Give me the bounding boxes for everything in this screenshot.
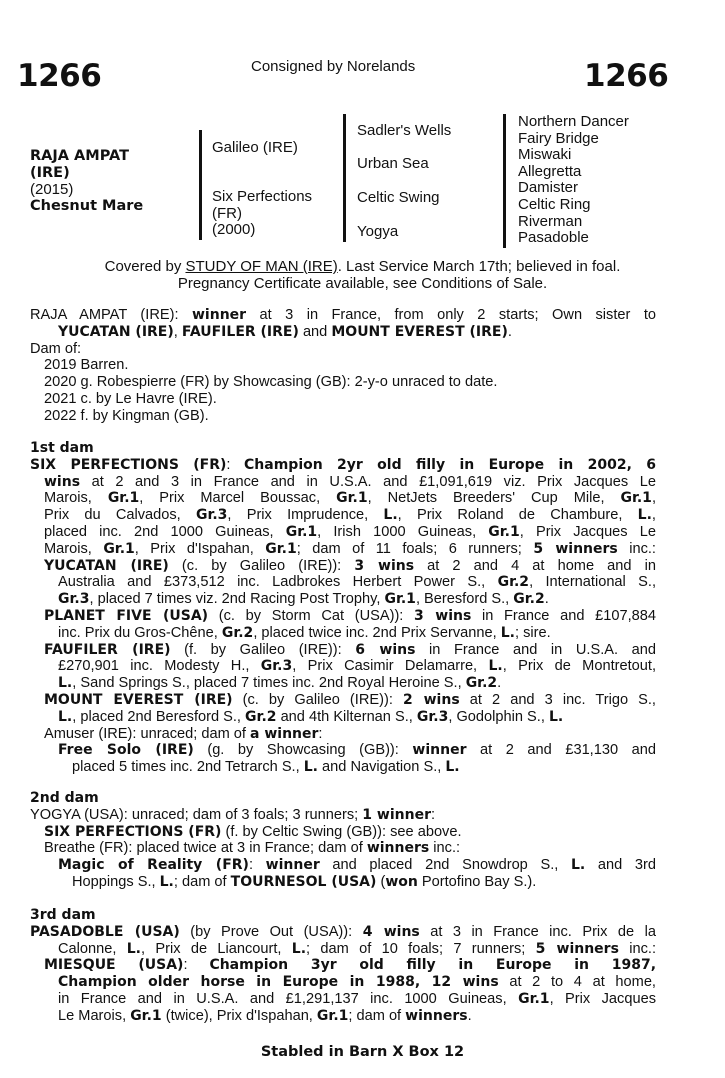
pedigree-dam-year: (2000): [212, 221, 256, 239]
second-dam-heading: 2nd dam: [30, 790, 99, 806]
miesque-line-4: Le Marois, Gr.1 (twice), Prix d'Ispahan, Gr.1; dam of winners.: [58, 1007, 472, 1024]
first-dam-line-6: Marois, Gr.1, Prix d'Ispahan, Gr.1; dam of 11 foals; 6 runners; 5 winners inc.:: [44, 540, 656, 557]
third-dam-section: [30, 907, 656, 1025]
pedigree-gen2-1: Sadler's Wells: [357, 122, 452, 139]
free-solo-line-2: placed 5 times inc. 2nd Tetrarch S., L. and Navigation S., L.: [72, 759, 460, 776]
stabling-footer: Stabled in Barn X Box 12: [260, 1044, 465, 1060]
produce-2022: 2022 f. by Kingman (GB).: [44, 407, 209, 424]
free-solo-line-1: Free Solo (IRE) (g. by Showcasing (GB)): winner at 2 and £31,130 and: [58, 742, 656, 759]
covered-line-2: Pregnancy Certificate available, see Conditions of Sale.: [177, 275, 548, 292]
planet-five-line-2: inc. Prix du Gros-Chêne, Gr.2, placed twice inc. 2nd Prix Servanne, L.; sire.: [58, 624, 551, 641]
pedigree-gen3-3: Miswaki: [518, 146, 572, 164]
second-dam-line-5: Hoppings S., L.; dam of TOURNESOL (USA) (won Portofino Bay S.).: [72, 873, 537, 890]
first-dam-line-2: wins at 2 and 3 in France and in U.S.A. and £1,091,619 viz. Prix Jacques Le: [44, 473, 656, 490]
produce-2020: 2020 g. Robespierre (FR) by Showcasing (GB): 2-y-o unraced to date.: [44, 374, 498, 391]
faufiler-line-1: FAUFILER (IRE) (f. by Galileo (IRE)): 6 wins in France and in U.S.A. and: [44, 641, 656, 658]
covered-block: [0, 258, 725, 292]
first-dam-section: [30, 440, 656, 776]
pedigree-gen3-7: Riverman: [518, 212, 583, 230]
pedigree-gen3: [518, 114, 629, 247]
first-dam-heading: 1st dam: [30, 440, 94, 456]
horse-country: (IRE): [30, 164, 70, 181]
produce-2021: 2021 c. by Le Havre (IRE).: [44, 390, 217, 407]
yucatan-line-3: Gr.3, placed 7 times viz. 2nd Racing Post Trophy, Gr.1, Beresford S., Gr.2.: [58, 591, 549, 608]
mount-everest-line-2: L., placed 2nd Beresford S., Gr.2 and 4th Kilternan S., Gr.3, Godolphin S., L.: [58, 708, 564, 725]
pedigree-gen3-8: Pasadoble: [518, 229, 589, 247]
lot-number-right: 1266: [584, 58, 669, 94]
pedigree-gen3-4: Allegretta: [518, 162, 582, 180]
pedigree-gen2-3: Celtic Swing: [357, 189, 440, 206]
pedigree-gen3-1: Northern Dancer: [518, 113, 629, 130]
second-dam-line-1: YOGYA (USA): unraced; dam of 3 foals; 3 runners; 1 winner:: [30, 806, 436, 823]
horse-name: RAJA AMPAT: [30, 148, 129, 164]
second-dam-line-4: Magic of Reality (FR): winner and placed 2nd Snowdrop S., L. and 3rd: [58, 857, 657, 874]
pedigree-gen3-5: Damister: [518, 179, 579, 197]
pedigree-divider-3: [503, 114, 506, 248]
pedigree-gen3-6: Celtic Ring: [518, 195, 591, 213]
second-dam-section: [30, 790, 656, 891]
mount-everest-line-1: MOUNT EVEREST (IRE) (c. by Galileo (IRE)): 2 wins at 2 and 3 inc. Trigo S.,: [44, 691, 656, 708]
second-dam-line-2: SIX PERFECTIONS (FR) (f. by Celtic Swing (GB)): see above.: [44, 823, 462, 840]
pedigree-divider-2: [343, 114, 346, 242]
amuser-line: Amuser (IRE): unraced; dam of a winner:: [44, 725, 323, 742]
pedigree-dam: [212, 189, 312, 239]
dam-of-label: Dam of:: [30, 340, 82, 357]
pedigree-sire: Galileo (IRE): [212, 139, 298, 156]
pedigree-dam-country: (FR): [212, 204, 242, 222]
intro-line-2: YUCATAN (IRE), FAUFILER (IRE) and MOUNT EVEREST (IRE).: [58, 323, 512, 340]
second-dam-line-3: Breathe (FR): placed twice at 3 in France; dam of winners inc.:: [44, 840, 461, 857]
horse-color-sex: Chesnut Mare: [30, 198, 144, 215]
first-dam-line-1: SIX PERFECTIONS (FR): Champion 2yr old filly in Europe in 2002, 6: [30, 456, 656, 473]
covered-line-1: [0, 258, 725, 275]
lot-number-left: 1266: [17, 58, 102, 94]
pedigree-divider-1: [199, 130, 202, 240]
consignor: Consigned by Norelands: [251, 58, 416, 75]
pedigree-gen2-4: Yogya: [357, 223, 399, 240]
faufiler-line-3: L., Sand Springs S., placed 7 times inc. 2nd Royal Heroine S., Gr.2.: [58, 675, 502, 692]
pedigree-dam-name: Six Perfections: [212, 188, 313, 205]
planet-five-line-1: PLANET FIVE (USA) (c. by Storm Cat (USA)): 3 wins in France and £107,884: [44, 607, 656, 624]
pedigree-gen3-2: Fairy Bridge: [518, 129, 599, 147]
third-dam-line-1: PASADOBLE (USA) (by Prove Out (USA)): 4 wins at 3 in France inc. Prix de la: [30, 923, 656, 940]
covered-suffix: . Last Service March 17th; believed in foal.: [337, 258, 621, 275]
first-dam-line-3: Marois, Gr.1, Prix Marcel Boussac, Gr.1, NetJets Breeders' Cup Mile, Gr.1,: [44, 490, 656, 507]
yucatan-line-2: Australia and £373,512 inc. Ladbrokes Herbert Power S., Gr.2, International S.,: [58, 574, 656, 591]
intro-section: [30, 307, 656, 425]
miesque-line-2: Champion older horse in Europe in 1988, 12 wins at 2 to 4 at home,: [58, 974, 656, 991]
first-dam-line-4: Prix du Calvados, Gr.3, Prix Imprudence, L., Prix Roland de Chambure, L.,: [44, 507, 656, 524]
yucatan-line-1: YUCATAN (IRE) (c. by Galileo (IRE)): 3 wins at 2 and 4 at home and in: [44, 557, 656, 574]
third-dam-heading: 3rd dam: [30, 907, 96, 923]
miesque-line-1: MIESQUE (USA): Champion 3yr old filly in Europe in 1987,: [44, 957, 657, 974]
miesque-line-3: in France and in U.S.A. and £1,291,137 inc. 1000 Guineas, Gr.1, Prix Jacques: [58, 990, 656, 1007]
first-dam-line-5: placed inc. 2nd 1000 Guineas, Gr.1, Irish 1000 Guineas, Gr.1, Prix Jacques Le: [44, 523, 656, 540]
intro-line-1: RAJA AMPAT (IRE): winner at 3 in France, from only 2 starts; Own sister to: [30, 307, 656, 323]
covered-prefix: Covered by: [104, 258, 186, 275]
pedigree-gen2-2: Urban Sea: [357, 155, 429, 172]
horse-identity: [30, 148, 143, 215]
horse-year: (2015): [30, 180, 74, 198]
produce-2019: 2019 Barren.: [44, 357, 129, 374]
covered-stallion: STUDY OF MAN (IRE): [185, 258, 338, 275]
faufiler-line-2: £270,901 inc. Modesty H., Gr.3, Prix Casimir Delamarre, L., Prix de Montretout,: [58, 658, 656, 675]
third-dam-line-2: Calonne, L., Prix de Liancourt, L.; dam of 10 foals; 7 runners; 5 winners inc.:: [58, 940, 657, 957]
